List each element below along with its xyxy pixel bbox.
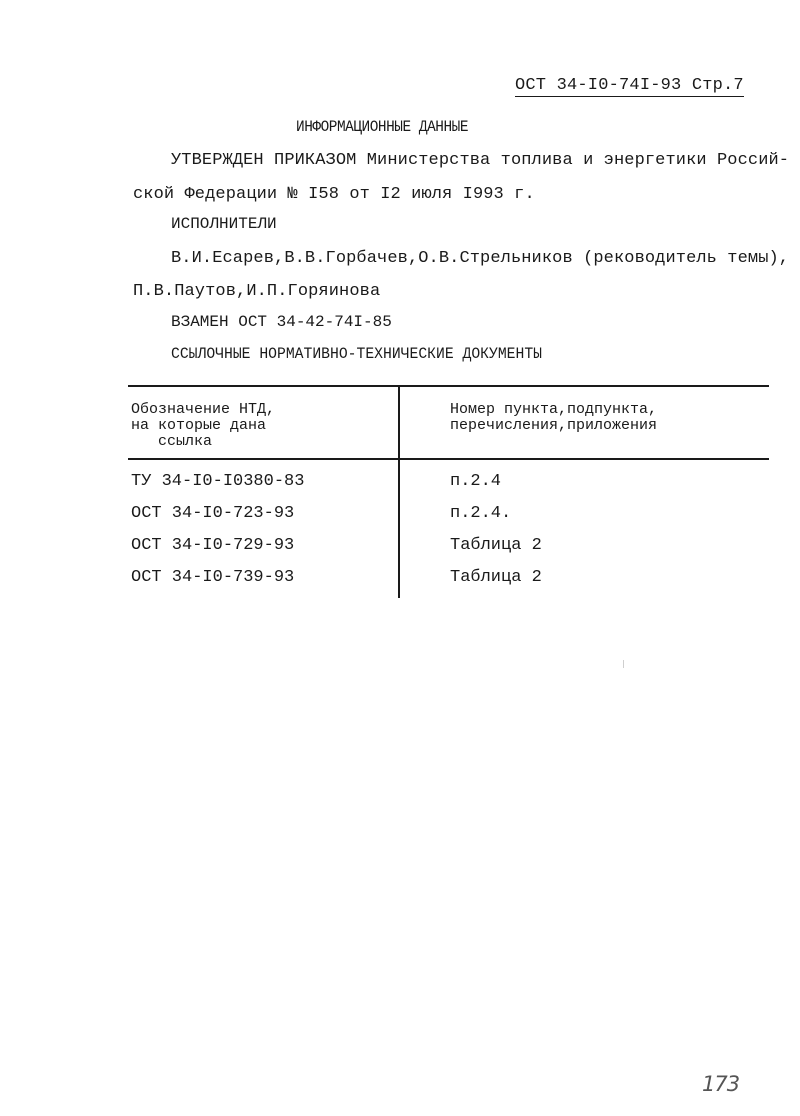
table-row [0,504,800,528]
cell-clause: п.2.4. [450,504,512,523]
scan-speck [623,660,624,668]
table-row [0,568,800,592]
cell-document: ОСТ 34-I0-739-93 [131,568,295,587]
cell-clause: п.2.4 [450,472,502,491]
approval-line-2: ской Федерации № I58 от I2 июля I993 г. [133,185,535,204]
page-title: ИНФОРМАЦИОННЫЕ ДАННЫЕ [296,118,469,136]
cell-clause: Таблица 2 [450,536,542,555]
table-row [0,472,800,496]
executors-line-1: В.И.Есарев,В.В.Горбачев,О.В.Стрельников (реководитель темы), [171,249,790,268]
table-row [0,536,800,560]
document-header-ref: ОСТ 34-I0-74I-93 Стр.7 [515,76,744,95]
cell-document: ТУ 34-I0-I0380-83 [131,472,305,491]
cell-clause: Таблица 2 [450,568,542,587]
handwritten-page-number: 173 [702,1072,740,1096]
replaced-standard: ВЗАМЕН ОСТ 34-42-74I-85 [171,313,392,331]
approval-line-1: УТВЕРЖДЕН ПРИКАЗОМ Министерства топлива и энергетики Россий- [171,151,790,170]
table-top-rule [128,385,769,387]
executors-line-2: П.В.Паутов,И.П.Горяинова [133,282,381,301]
cell-document: ОСТ 34-I0-723-93 [131,504,295,523]
executors-heading: ИСПОЛНИТЕЛИ [171,215,277,233]
column-header-document: Обозначение НТД, на которые дана ссылка [131,401,276,450]
references-heading: ССЫЛОЧНЫЕ НОРМАТИВНО-ТЕХНИЧЕСКИЕ ДОКУМЕНТЫ [171,345,543,363]
column-header-clause: Номер пункта,подпункта, перечисления,приложения [450,401,658,434]
cell-document: ОСТ 34-I0-729-93 [131,536,295,555]
table-header-rule [128,458,769,460]
